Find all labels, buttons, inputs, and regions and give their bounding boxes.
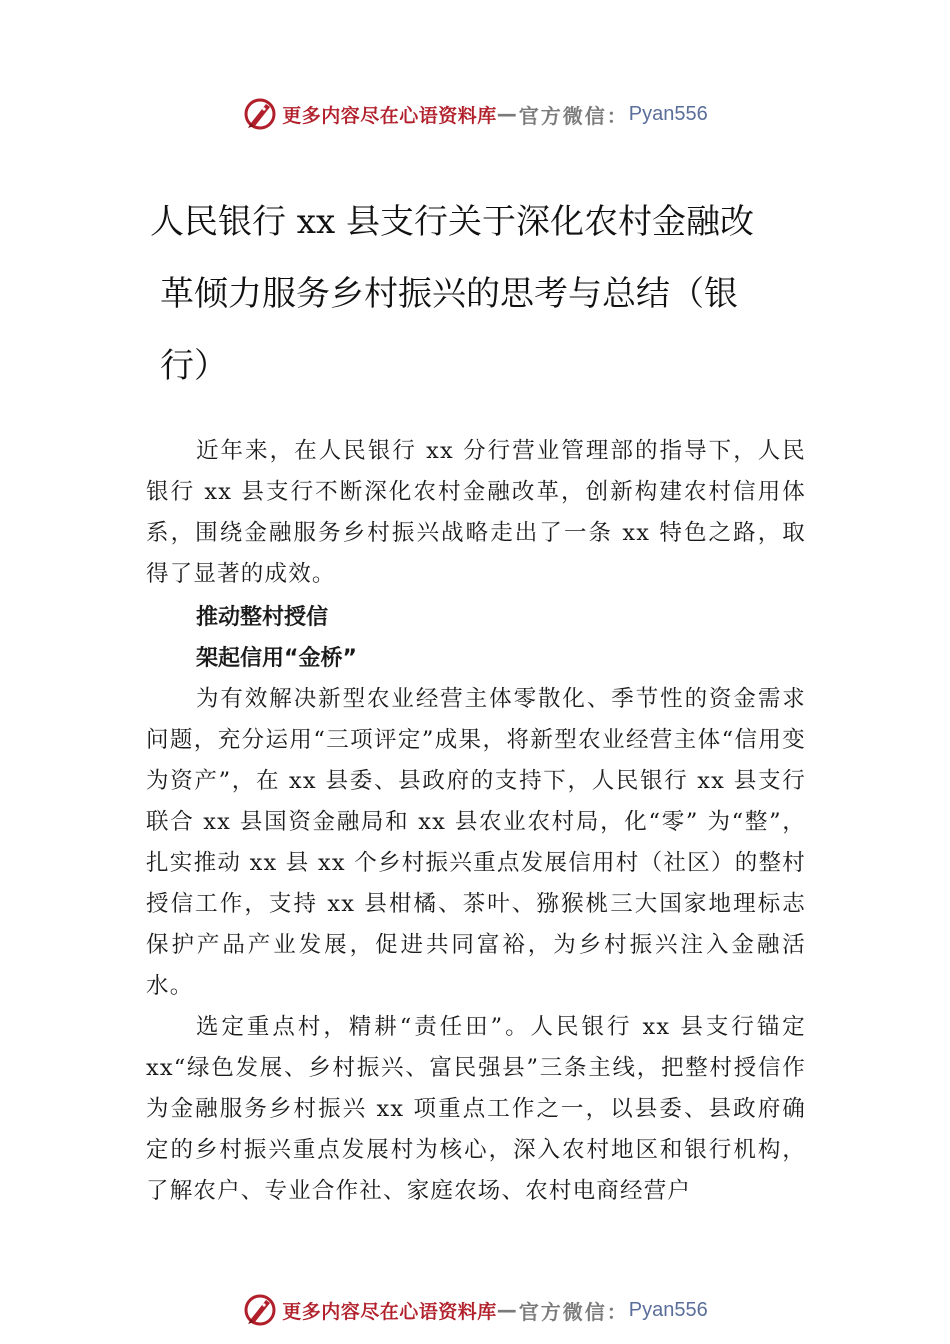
paragraph-intro: 近年来，在人民银行 xx 分行营业管理部的指导下，人民银行 xx 县支行不断深化农村金融改革，创新构建农村信用体系，围绕金融服务乡村振兴战略走出了一条 xx 特色之路，取得了显著的成效。 — [146, 438, 806, 587]
section-heading: 推动整村授信 — [196, 605, 329, 630]
document-title — [150, 186, 790, 402]
watermark-wechat-label: 官方微信： — [518, 1299, 629, 1324]
title-line-1: 人民银行 xx 县支行关于深化农村金融改 — [150, 202, 754, 242]
watermark-wechat-label: 官方微信： — [518, 103, 629, 128]
watermark-wechat-id: Pyan556 — [628, 1298, 708, 1321]
document-body — [146, 431, 806, 1212]
watermark-brand: 更多内容尽在心语资料库 — [282, 1300, 497, 1323]
title-line-3: 行） — [160, 346, 228, 386]
watermark-dash: — — [496, 1298, 519, 1322]
paragraph-body: 选定重点村，精耕“责任田”。人民银行 xx 县支行锚定 xx“绿色发展、乡村振兴、富民强县”三条主线，把整村授信作为金融服务乡村振兴 xx 项重点工作之一，以县委、县政府确定的乡村振兴重点发展村为核心，深入农村地区和银行机构，了解农户、专业合作社、家庭农场、农村电商经营户 — [146, 1014, 806, 1204]
watermark-dash: — — [496, 102, 519, 126]
pen-nib-circle-icon — [242, 1292, 278, 1328]
pen-nib-circle-icon — [242, 96, 278, 132]
paragraph-body: 为有效解决新型农业经营主体零散化、季节性的资金需求问题，充分运用“三项评定”成果，将新型农业经营主体“信用变为资产”，在 xx 县委、县政府的支持下，人民银行 xx 县支行联合 xx 县国资金融局和 xx 县农业农村局，化“零” 为“整”，扎实推动 xx 县 xx 个乡村振兴重点发展信用村（社区）的整村授信工作，支持 xx 县柑橘、茶叶、猕猴桃三大国家地理标志保护产品产业发展，促进共同富裕，为乡村振兴注入金融活水。 — [146, 686, 806, 999]
watermark-banner-bottom — [0, 1290, 950, 1330]
section-subheading: 架起信用“金桥” — [196, 646, 357, 671]
title-line-2: 革倾力服务乡村振兴的思考与总结（银 — [160, 274, 738, 314]
watermark-brand: 更多内容尽在心语资料库 — [282, 104, 497, 127]
watermark-banner-top — [0, 94, 950, 134]
watermark-wechat-id: Pyan556 — [628, 102, 708, 125]
